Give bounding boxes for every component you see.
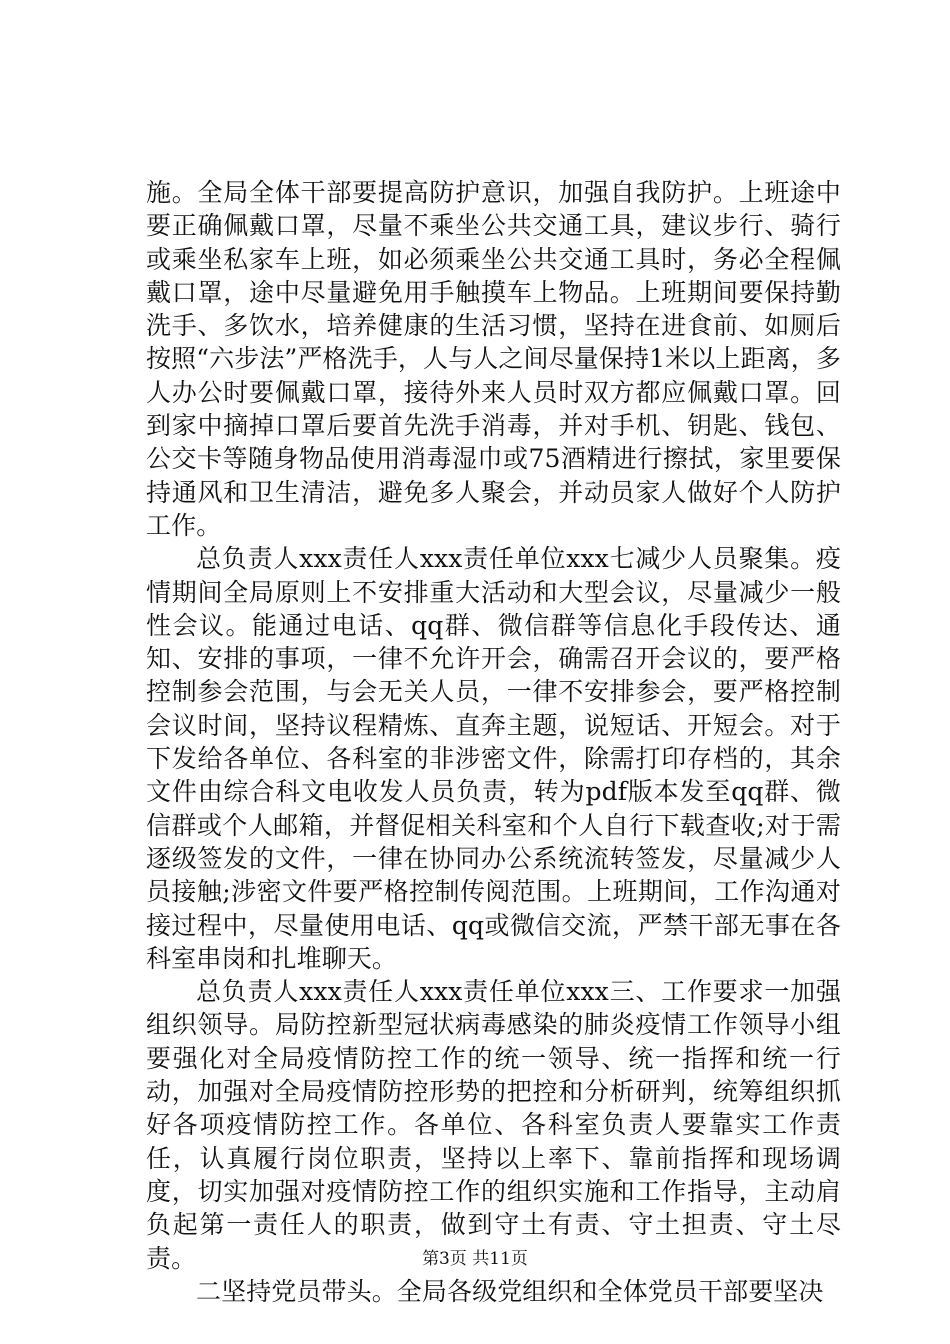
page-number-footer: 第3页 共11页	[422, 1249, 528, 1269]
document-body	[146, 176, 841, 1308]
paragraph-party-members: 二坚持党员带头。全局各级党组织和全体党员干部要坚决	[196, 1276, 824, 1306]
paragraph-continued: 施。全局全体干部要提高防护意识，加强自我防护。上班途中要正确佩戴口罩，尽量不乘坐公共交通工具，建议步行、骑行或乘坐私家车上班，如必须乘坐公共交通工具时，务必全程佩戴口罩，途中尽量避免用手触摸车上物品。上班期间要保持勤洗手、多饮水，培养健康的生活习惯，坚持在进食前、如厕后按照“六步法”严格洗手，人与人之间尽量保持1米以上距离，多人办公时要佩戴口罩，接待外来人员时双方都应佩戴口罩。回到家中摘掉口罩后要首先洗手消毒，并对手机、钥匙、钱包、公交卡等随身物品使用消毒湿巾或75酒精进行擦拭，家里要保持通风和卫生清洁，避免多人聚会，并动员家人做好个人防护工作。	[146, 178, 841, 540]
paragraph-work-requirements: 总负责人xxx责任人xxx责任单位xxx三、工作要求一加强组织领导。局防控新型冠状病毒感染的肺炎疫情工作领导小组要强化对全局疫情防控工作的统一领导、统一指挥和统一行动，加强对全局疫情防控形势的把控和分析研判，统筹组织抓好各项疫情防控工作。各单位、各科室负责人要靠实工作责任，认真履行岗位职责，坚持以上率下、靠前指挥和现场调度，切实加强对疫情防控工作的组织实施和工作指导，主动肩负起第一责任人的职责，做到守土有责、守土担责、守土尽责。	[146, 977, 841, 1273]
paragraph-reduce-gatherings: 总负责人xxx责任人xxx责任单位xxx七减少人员聚集。疫情期间全局原则上不安排重大活动和大型会议，尽量减少一般性会议。能通过电话、qq群、微信群等信息化手段传达、通知、安排的事项，一律不允许开会，确需召开会议的，要严格控制参会范围，与会无关人员，一律不安排参会，要严格控制会议时间，坚持议程精炼、直奔主题，说短话、开短会。对于下发给各单位、各科室的非涉密文件，除需打印存档的，其余文件由综合科文电收发人员负责，转为pdf版本发至qq群、微信群或个人邮箱，并督促相关科室和个人自行下载查收;对于需逐级签发的文件，一律在协同办公系统流转签发，尽量减少人员接触;涉密文件要严格控制传阅范围。上班期间，工作沟通对接过程中，尽量使用电话、qq或微信交流，严禁干部无事在各科室串岗和扎堆聊天。	[146, 544, 841, 973]
